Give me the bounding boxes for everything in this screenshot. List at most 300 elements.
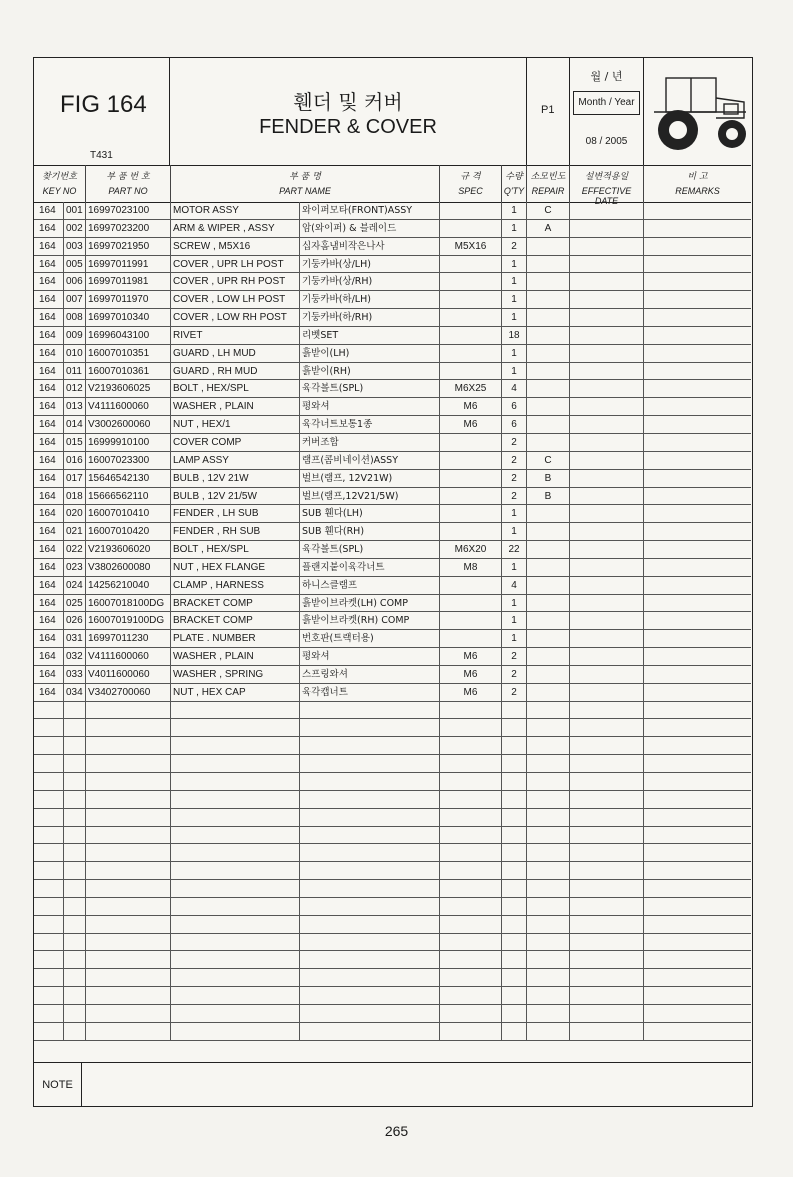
cell-spec: [440, 934, 502, 951]
cell-part-name-en: RIVET: [171, 327, 300, 344]
cell-key-group: 164: [34, 238, 64, 255]
cell-repair-code: [527, 969, 570, 986]
cell-key-group: 164: [34, 291, 64, 308]
cell-spec: [440, 488, 502, 505]
cell-effective-date: [570, 880, 644, 897]
cell-repair-code: [527, 327, 570, 344]
cell-quantity: 2: [502, 434, 527, 451]
cell-remarks: [644, 934, 751, 951]
cell-spec: [440, 916, 502, 933]
cell-repair-code: [527, 862, 570, 879]
cell-spec: [440, 737, 502, 754]
cell-quantity: 1: [502, 291, 527, 308]
cell-key-item: 011: [64, 363, 86, 380]
cell-remarks: [644, 630, 751, 647]
cell-effective-date: [570, 470, 644, 487]
col-remarks-en: REMARKS: [675, 186, 720, 196]
col-key-no-ko: 찾기번호: [42, 172, 77, 182]
cell-quantity: 1: [502, 505, 527, 522]
cell-part-name-en: [171, 737, 300, 754]
cell-part-name-en: [171, 773, 300, 790]
cell-part-name-ko: 육각볼트(SPL): [300, 541, 440, 558]
cell-effective-date: [570, 648, 644, 665]
cell-part-number: [86, 719, 171, 736]
cell-part-name-ko: [300, 1023, 440, 1040]
cell-spec: [440, 1005, 502, 1022]
cell-key-item: 007: [64, 291, 86, 308]
cell-part-number: 15666562110: [86, 488, 171, 505]
title-korean: 휀더 및 커버: [293, 90, 403, 114]
cell-key-item: [64, 1005, 86, 1022]
cell-part-name-ko: [300, 934, 440, 951]
cell-part-number: 16007018100DG: [86, 595, 171, 612]
cell-quantity: [502, 862, 527, 879]
cell-remarks: [644, 951, 751, 968]
figure-cell: [34, 58, 170, 165]
cell-key-group: 164: [34, 595, 64, 612]
cell-part-number: 16007010361: [86, 363, 171, 380]
cell-key-group: 164: [34, 505, 64, 522]
table-row: [34, 398, 751, 416]
cell-key-group: [34, 1005, 64, 1022]
cell-repair-code: C: [527, 202, 570, 219]
cell-repair-code: [527, 541, 570, 558]
cell-part-number: [86, 773, 171, 790]
cell-remarks: [644, 737, 751, 754]
cell-part-name-ko: 기둥카바(상/LH): [300, 256, 440, 273]
cell-spec: M6X25: [440, 380, 502, 397]
table-row: [34, 345, 751, 363]
cell-part-name-en: [171, 844, 300, 861]
cell-effective-date: [570, 898, 644, 915]
cell-spec: M6X20: [440, 541, 502, 558]
cell-spec: M5X16: [440, 238, 502, 255]
col-part-no-ko: 부 품 번 호: [106, 172, 150, 182]
cell-repair-code: B: [527, 488, 570, 505]
cell-quantity: 18: [502, 327, 527, 344]
cell-part-number: 16997021950: [86, 238, 171, 255]
cell-key-group: 164: [34, 345, 64, 362]
empty-table-row: [34, 844, 751, 862]
cell-part-name-en: COVER , UPR LH POST: [171, 256, 300, 273]
cell-remarks: [644, 916, 751, 933]
cell-part-name-en: [171, 987, 300, 1004]
cell-key-group: [34, 809, 64, 826]
cell-quantity: [502, 934, 527, 951]
cell-key-item: 031: [64, 630, 86, 647]
cell-part-number: V4111600060: [86, 648, 171, 665]
cell-effective-date: [570, 827, 644, 844]
cell-part-number: [86, 934, 171, 951]
cell-key-group: [34, 898, 64, 915]
cell-part-name-ko: 흙받이(RH): [300, 363, 440, 380]
cell-spec: [440, 345, 502, 362]
cell-quantity: [502, 719, 527, 736]
cell-part-name-ko: 기둥카바(하/LH): [300, 291, 440, 308]
cell-spec: [440, 773, 502, 790]
cell-part-name-ko: [300, 1005, 440, 1022]
table-row: [34, 380, 751, 398]
cell-effective-date: [570, 559, 644, 576]
title-cell: [170, 58, 527, 165]
cell-key-group: [34, 880, 64, 897]
cell-part-number: [86, 916, 171, 933]
cell-part-name-ko: [300, 702, 440, 719]
cell-repair-code: B: [527, 470, 570, 487]
cell-key-item: [64, 809, 86, 826]
cell-part-name-ko: [300, 969, 440, 986]
cell-key-item: 010: [64, 345, 86, 362]
cell-part-name-ko: 하니스클램프: [300, 577, 440, 594]
cell-repair-code: [527, 238, 570, 255]
cell-part-name-ko: [300, 719, 440, 736]
cell-part-name-en: ARM & WIPER , ASSY: [171, 220, 300, 237]
cell-quantity: [502, 809, 527, 826]
empty-table-row: [34, 951, 751, 969]
cell-remarks: [644, 1023, 751, 1040]
table-row: [34, 452, 751, 470]
table-row: [34, 612, 751, 630]
cell-key-item: [64, 755, 86, 772]
cell-repair-code: [527, 256, 570, 273]
cell-quantity: [502, 1023, 527, 1040]
cell-part-name-ko: [300, 844, 440, 861]
empty-table-row: [34, 862, 751, 880]
cell-part-name-en: BOLT , HEX/SPL: [171, 541, 300, 558]
cell-effective-date: [570, 595, 644, 612]
date-cell: [570, 58, 644, 165]
cell-key-item: 003: [64, 238, 86, 255]
cell-part-number: V4011600060: [86, 666, 171, 683]
cell-part-number: [86, 702, 171, 719]
col-qty-en: Q'TY: [503, 186, 525, 196]
cell-quantity: [502, 1005, 527, 1022]
cell-effective-date: [570, 773, 644, 790]
cell-quantity: 1: [502, 309, 527, 326]
cell-spec: [440, 951, 502, 968]
cell-part-name-en: [171, 755, 300, 772]
cell-key-group: 164: [34, 273, 64, 290]
cell-effective-date: [570, 969, 644, 986]
cell-key-group: [34, 791, 64, 808]
cell-part-name-ko: 기둥카바(하/RH): [300, 309, 440, 326]
cell-spec: [440, 755, 502, 772]
cell-effective-date: [570, 202, 644, 219]
cell-part-number: [86, 844, 171, 861]
table-row: [34, 523, 751, 541]
cell-spec: M6: [440, 684, 502, 701]
cell-effective-date: [570, 666, 644, 683]
cell-spec: [440, 434, 502, 451]
cell-part-number: [86, 1005, 171, 1022]
cell-repair-code: C: [527, 452, 570, 469]
cell-spec: [440, 630, 502, 647]
cell-part-name-en: COVER COMP: [171, 434, 300, 451]
cell-remarks: [644, 862, 751, 879]
cell-part-name-en: NUT , HEX CAP: [171, 684, 300, 701]
cell-effective-date: [570, 934, 644, 951]
cell-part-name-ko: 스프링와셔: [300, 666, 440, 683]
empty-table-row: [34, 773, 751, 791]
cell-part-name-ko: [300, 809, 440, 826]
cell-part-name-ko: [300, 898, 440, 915]
cell-key-group: 164: [34, 256, 64, 273]
cell-effective-date: [570, 684, 644, 701]
table-row: [34, 684, 751, 702]
cell-part-name-en: COVER , LOW LH POST: [171, 291, 300, 308]
cell-remarks: [644, 612, 751, 629]
empty-table-row: [34, 755, 751, 773]
cell-repair-code: [527, 398, 570, 415]
cell-key-item: [64, 1023, 86, 1040]
cell-repair-code: [527, 684, 570, 701]
date-label-english: Month / Year: [573, 91, 640, 115]
cell-part-number: V3002600060: [86, 416, 171, 433]
cell-part-number: [86, 880, 171, 897]
cell-part-name-en: [171, 809, 300, 826]
empty-table-row: [34, 702, 751, 720]
cell-repair-code: [527, 934, 570, 951]
cell-key-item: 021: [64, 523, 86, 540]
cell-key-group: 164: [34, 416, 64, 433]
cell-key-item: [64, 987, 86, 1004]
cell-spec: [440, 577, 502, 594]
cell-part-name-ko: 커버조합: [300, 434, 440, 451]
cell-key-item: 006: [64, 273, 86, 290]
cell-part-name-en: [171, 1005, 300, 1022]
figure-number: FIG 164: [60, 91, 147, 118]
cell-part-name-en: PLATE . NUMBER: [171, 630, 300, 647]
cell-remarks: [644, 452, 751, 469]
cell-part-number: V2193606020: [86, 541, 171, 558]
cell-key-group: 164: [34, 470, 64, 487]
cell-spec: [440, 291, 502, 308]
cell-part-name-ko: [300, 880, 440, 897]
cell-repair-code: [527, 827, 570, 844]
cell-effective-date: [570, 309, 644, 326]
cell-effective-date: [570, 1005, 644, 1022]
cell-key-group: 164: [34, 452, 64, 469]
table-row: [34, 541, 751, 559]
table-row: [34, 416, 751, 434]
cell-key-group: 164: [34, 559, 64, 576]
cell-spec: [440, 987, 502, 1004]
cell-part-name-ko: SUB 휀다(RH): [300, 523, 440, 540]
cell-quantity: [502, 827, 527, 844]
cell-quantity: 1: [502, 363, 527, 380]
cell-key-item: [64, 791, 86, 808]
cell-remarks: [644, 809, 751, 826]
table-row: [34, 238, 751, 256]
cell-repair-code: [527, 380, 570, 397]
cell-repair-code: [527, 309, 570, 326]
cell-spec: [440, 791, 502, 808]
cell-key-item: 016: [64, 452, 86, 469]
cell-spec: [440, 719, 502, 736]
cell-repair-code: [527, 434, 570, 451]
cell-spec: [440, 844, 502, 861]
cell-part-name-en: BRACKET COMP: [171, 612, 300, 629]
cell-spec: [440, 202, 502, 219]
cell-repair-code: [527, 345, 570, 362]
cell-effective-date: [570, 273, 644, 290]
col-effective-date: [570, 165, 644, 206]
cell-part-name-en: [171, 898, 300, 915]
cell-key-item: [64, 773, 86, 790]
cell-spec: [440, 505, 502, 522]
cell-repair-code: [527, 880, 570, 897]
cell-part-name-en: WASHER , PLAIN: [171, 648, 300, 665]
cell-part-name-ko: 암(와이퍼) & 블레이드: [300, 220, 440, 237]
cell-key-item: [64, 719, 86, 736]
cell-effective-date: [570, 844, 644, 861]
cell-quantity: 1: [502, 202, 527, 219]
cell-remarks: [644, 363, 751, 380]
cell-key-group: 164: [34, 666, 64, 683]
cell-spec: [440, 827, 502, 844]
cell-key-item: 022: [64, 541, 86, 558]
empty-table-row: [34, 1023, 751, 1041]
cell-repair-code: [527, 951, 570, 968]
cell-spec: [440, 969, 502, 986]
cell-quantity: 6: [502, 398, 527, 415]
cell-spec: [440, 220, 502, 237]
note-label: NOTE: [34, 1063, 82, 1107]
cell-repair-code: [527, 273, 570, 290]
table-row: [34, 470, 751, 488]
cell-key-item: [64, 844, 86, 861]
cell-effective-date: [570, 220, 644, 237]
cell-part-name-en: CLAMP , HARNESS: [171, 577, 300, 594]
cell-quantity: 1: [502, 523, 527, 540]
cell-key-item: 001: [64, 202, 86, 219]
cell-key-item: 023: [64, 559, 86, 576]
col-qty: [502, 165, 527, 202]
cell-key-item: 034: [64, 684, 86, 701]
cell-repair-code: [527, 630, 570, 647]
cell-key-group: 164: [34, 488, 64, 505]
cell-effective-date: [570, 345, 644, 362]
cell-part-name-en: FENDER , LH SUB: [171, 505, 300, 522]
cell-part-name-en: [171, 969, 300, 986]
cell-quantity: [502, 755, 527, 772]
cell-part-name-ko: [300, 755, 440, 772]
cell-repair-code: [527, 595, 570, 612]
table-row: [34, 273, 751, 291]
cell-quantity: [502, 880, 527, 897]
cell-key-group: [34, 702, 64, 719]
cell-effective-date: [570, 862, 644, 879]
cell-spec: [440, 470, 502, 487]
cell-quantity: 1: [502, 630, 527, 647]
cell-part-number: [86, 755, 171, 772]
cell-remarks: [644, 291, 751, 308]
cell-part-name-en: WASHER , PLAIN: [171, 398, 300, 415]
cell-effective-date: [570, 541, 644, 558]
cell-part-number: [86, 987, 171, 1004]
cell-quantity: 4: [502, 380, 527, 397]
cell-quantity: 2: [502, 452, 527, 469]
cell-key-group: 164: [34, 202, 64, 219]
cell-part-number: 16997011991: [86, 256, 171, 273]
table-row: [34, 291, 751, 309]
cell-spec: [440, 612, 502, 629]
cell-key-group: 164: [34, 327, 64, 344]
cell-effective-date: [570, 488, 644, 505]
cell-repair-code: [527, 1023, 570, 1040]
cell-effective-date: [570, 791, 644, 808]
cell-part-name-ko: [300, 987, 440, 1004]
cell-effective-date: [570, 702, 644, 719]
tractor-cell: [644, 58, 751, 165]
cell-part-name-ko: 램프(콤비네이션)ASSY: [300, 452, 440, 469]
cell-part-name-ko: 육각볼트(SPL): [300, 380, 440, 397]
cell-part-name-en: GUARD , LH MUD: [171, 345, 300, 362]
cell-key-group: [34, 719, 64, 736]
cell-remarks: [644, 595, 751, 612]
cell-remarks: [644, 398, 751, 415]
cell-remarks: [644, 844, 751, 861]
cell-part-name-ko: [300, 827, 440, 844]
cell-part-name-ko: SUB 휀다(LH): [300, 505, 440, 522]
cell-quantity: 1: [502, 345, 527, 362]
cell-part-name-ko: 육각캡너트: [300, 684, 440, 701]
col-part-name-ko: 부 품 명: [289, 172, 321, 182]
cell-part-name-ko: 벌브(램프, 12V21W): [300, 470, 440, 487]
cell-remarks: [644, 969, 751, 986]
cell-part-number: 16997023200: [86, 220, 171, 237]
cell-key-item: [64, 969, 86, 986]
cell-part-number: 16999910100: [86, 434, 171, 451]
cell-quantity: 2: [502, 488, 527, 505]
cell-repair-code: [527, 702, 570, 719]
cell-key-group: [34, 755, 64, 772]
cell-key-group: 164: [34, 220, 64, 237]
cell-remarks: [644, 898, 751, 915]
cell-effective-date: [570, 416, 644, 433]
cell-effective-date: [570, 238, 644, 255]
cell-key-item: 013: [64, 398, 86, 415]
cell-remarks: [644, 791, 751, 808]
cell-spec: [440, 1023, 502, 1040]
cell-quantity: [502, 951, 527, 968]
empty-table-row: [34, 719, 751, 737]
cell-part-name-en: MOTOR ASSY: [171, 202, 300, 219]
cell-key-group: [34, 1023, 64, 1040]
cell-part-number: 16997010340: [86, 309, 171, 326]
cell-part-number: [86, 809, 171, 826]
cell-quantity: [502, 898, 527, 915]
cell-quantity: 2: [502, 470, 527, 487]
cell-part-name-en: LAMP ASSY: [171, 452, 300, 469]
cell-part-name-ko: 흙받이(LH): [300, 345, 440, 362]
cell-key-item: 024: [64, 577, 86, 594]
cell-key-group: [34, 934, 64, 951]
cell-part-name-ko: [300, 791, 440, 808]
cell-spec: [440, 595, 502, 612]
cell-key-group: 164: [34, 612, 64, 629]
cell-remarks: [644, 327, 751, 344]
cell-remarks: [644, 684, 751, 701]
cell-part-number: 16007019100DG: [86, 612, 171, 629]
cell-key-group: [34, 916, 64, 933]
table-row: [34, 505, 751, 523]
cell-repair-code: [527, 363, 570, 380]
cell-part-number: V3402700060: [86, 684, 171, 701]
cell-part-name-en: [171, 862, 300, 879]
cell-quantity: [502, 791, 527, 808]
table-row: [34, 666, 751, 684]
